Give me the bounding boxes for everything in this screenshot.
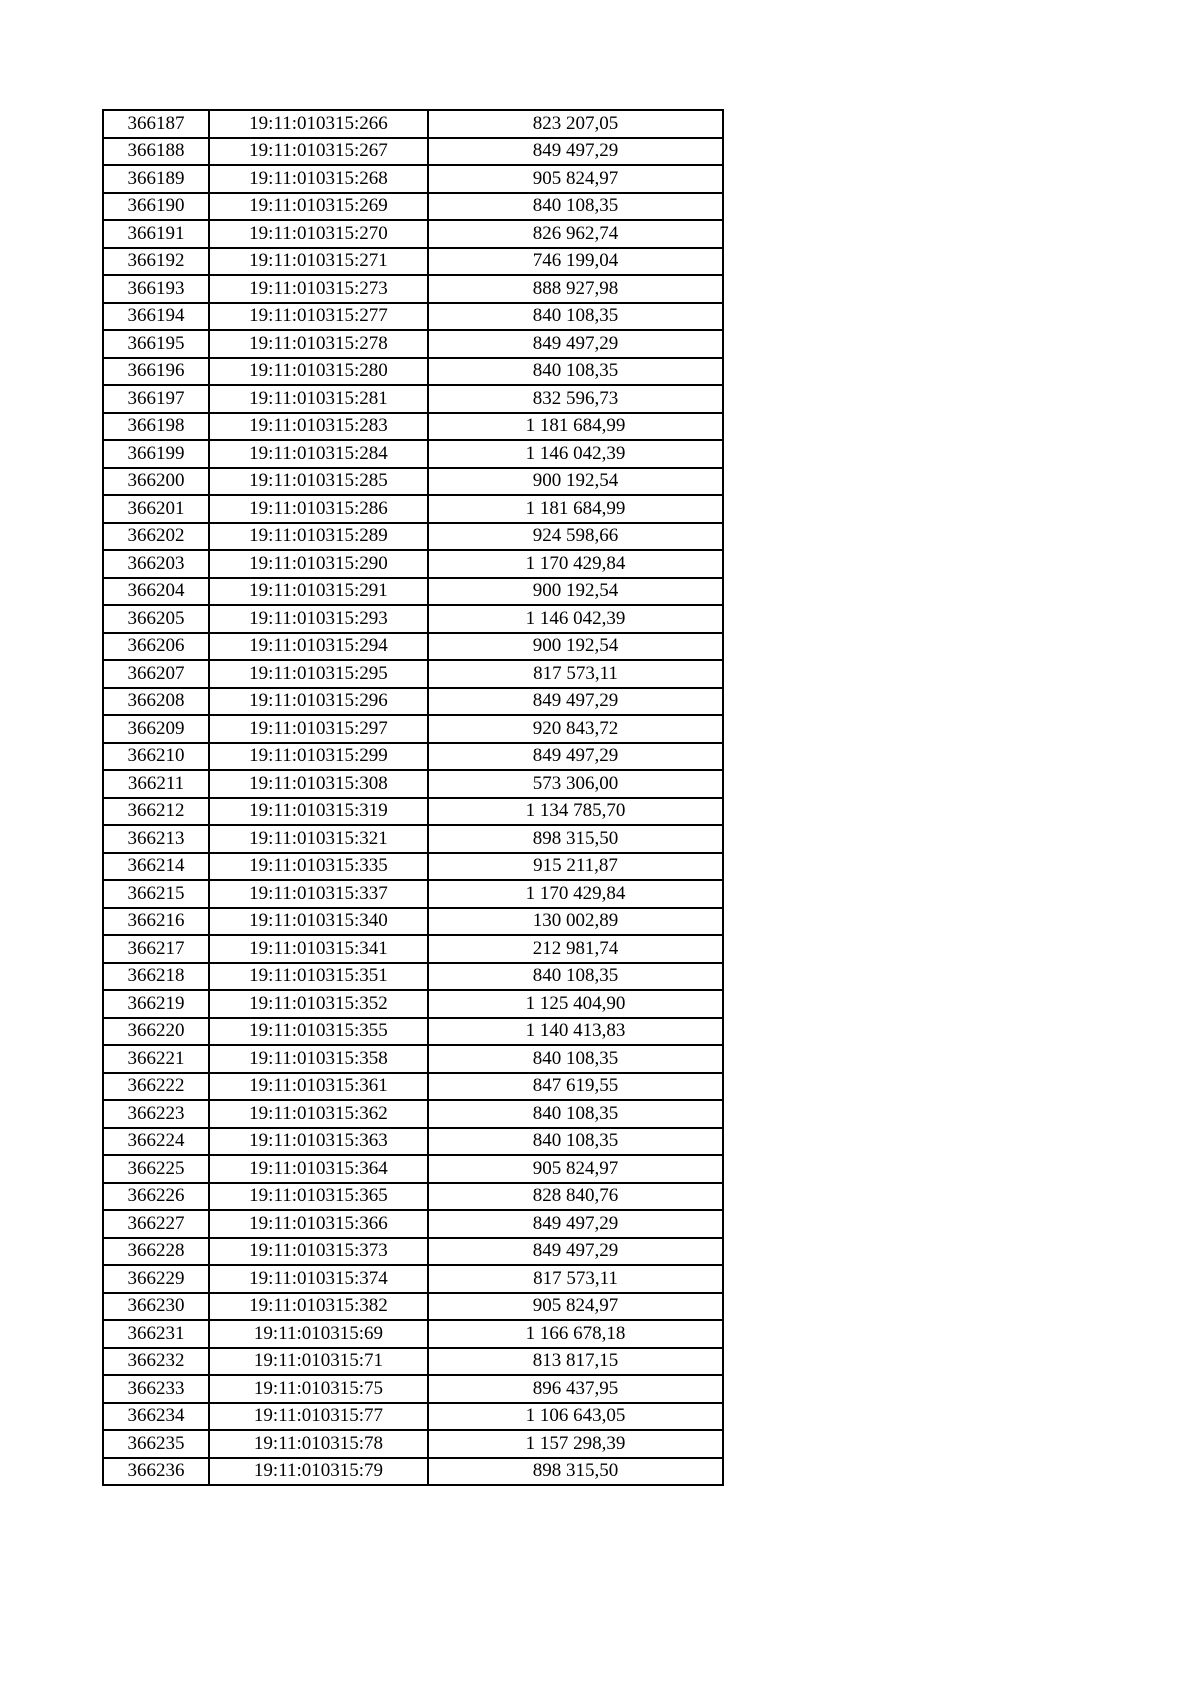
table-row <box>103 1128 723 1156</box>
cadastral-value-cell: 849 497,29 <box>428 1238 723 1266</box>
cadastral-number-cell: 19:11:010315:269 <box>209 193 428 221</box>
cadastral-value-cell: 905 824,97 <box>428 1155 723 1183</box>
cadastral-number-cell: 19:11:010315:362 <box>209 1100 428 1128</box>
cadastral-value-cell: 905 824,97 <box>428 1293 723 1321</box>
row-number-cell: 366209 <box>103 715 209 743</box>
table-row <box>103 165 723 193</box>
table-row <box>103 1073 723 1101</box>
cadastral-value-table <box>102 109 724 1486</box>
cadastral-value-cell: 1 181 684,99 <box>428 495 723 523</box>
row-number-cell: 366188 <box>103 138 209 166</box>
cadastral-number-cell: 19:11:010315:278 <box>209 330 428 358</box>
cadastral-value-cell: 828 840,76 <box>428 1183 723 1211</box>
cadastral-value-cell: 1 170 429,84 <box>428 880 723 908</box>
cadastral-value-cell: 847 619,55 <box>428 1073 723 1101</box>
row-number-cell: 366233 <box>103 1375 209 1403</box>
row-number-cell: 366189 <box>103 165 209 193</box>
table-row <box>103 1265 723 1293</box>
row-number-cell: 366235 <box>103 1430 209 1458</box>
table-row <box>103 1430 723 1458</box>
table-row <box>103 303 723 331</box>
cadastral-value-cell: 849 497,29 <box>428 743 723 771</box>
table-row <box>103 1348 723 1376</box>
row-number-cell: 366204 <box>103 578 209 606</box>
cadastral-number-cell: 19:11:010315:291 <box>209 578 428 606</box>
cadastral-value-cell: 813 817,15 <box>428 1348 723 1376</box>
cadastral-number-cell: 19:11:010315:355 <box>209 1018 428 1046</box>
cadastral-number-cell: 19:11:010315:277 <box>209 303 428 331</box>
row-number-cell: 366215 <box>103 880 209 908</box>
cadastral-value-cell: 840 108,35 <box>428 358 723 386</box>
table-row <box>103 413 723 441</box>
cadastral-value-cell: 817 573,11 <box>428 660 723 688</box>
cadastral-value-cell: 888 927,98 <box>428 275 723 303</box>
row-number-cell: 366201 <box>103 495 209 523</box>
cadastral-value-cell: 1 125 404,90 <box>428 990 723 1018</box>
cadastral-number-cell: 19:11:010315:268 <box>209 165 428 193</box>
cadastral-number-cell: 19:11:010315:358 <box>209 1045 428 1073</box>
cadastral-number-cell: 19:11:010315:71 <box>209 1348 428 1376</box>
row-number-cell: 366224 <box>103 1128 209 1156</box>
cadastral-number-cell: 19:11:010315:281 <box>209 385 428 413</box>
cadastral-value-cell: 1 140 413,83 <box>428 1018 723 1046</box>
row-number-cell: 366203 <box>103 550 209 578</box>
cadastral-value-cell: 832 596,73 <box>428 385 723 413</box>
cadastral-number-cell: 19:11:010315:363 <box>209 1128 428 1156</box>
table-row <box>103 1458 723 1486</box>
table-row <box>103 1293 723 1321</box>
table-row <box>103 825 723 853</box>
row-number-cell: 366196 <box>103 358 209 386</box>
table-row <box>103 1183 723 1211</box>
document-page <box>102 109 722 1486</box>
row-number-cell: 366210 <box>103 743 209 771</box>
table-body <box>103 110 723 1485</box>
cadastral-number-cell: 19:11:010315:285 <box>209 468 428 496</box>
cadastral-number-cell: 19:11:010315:361 <box>209 1073 428 1101</box>
cadastral-number-cell: 19:11:010315:273 <box>209 275 428 303</box>
cadastral-value-cell: 849 497,29 <box>428 138 723 166</box>
row-number-cell: 366227 <box>103 1210 209 1238</box>
cadastral-number-cell: 19:11:010315:271 <box>209 248 428 276</box>
table-row <box>103 275 723 303</box>
cadastral-value-cell: 905 824,97 <box>428 165 723 193</box>
table-row <box>103 633 723 661</box>
table-row <box>103 1238 723 1266</box>
cadastral-number-cell: 19:11:010315:266 <box>209 110 428 138</box>
cadastral-value-cell: 826 962,74 <box>428 220 723 248</box>
table-row <box>103 468 723 496</box>
table-row <box>103 193 723 221</box>
row-number-cell: 366191 <box>103 220 209 248</box>
table-row <box>103 248 723 276</box>
cadastral-number-cell: 19:11:010315:337 <box>209 880 428 908</box>
table-row <box>103 1045 723 1073</box>
table-row <box>103 495 723 523</box>
cadastral-value-cell: 130 002,89 <box>428 908 723 936</box>
cadastral-number-cell: 19:11:010315:289 <box>209 523 428 551</box>
cadastral-value-cell: 212 981,74 <box>428 935 723 963</box>
cadastral-value-cell: 920 843,72 <box>428 715 723 743</box>
table-row <box>103 935 723 963</box>
row-number-cell: 366197 <box>103 385 209 413</box>
cadastral-number-cell: 19:11:010315:365 <box>209 1183 428 1211</box>
table-row <box>103 908 723 936</box>
cadastral-number-cell: 19:11:010315:270 <box>209 220 428 248</box>
row-number-cell: 366212 <box>103 798 209 826</box>
row-number-cell: 366208 <box>103 688 209 716</box>
cadastral-number-cell: 19:11:010315:294 <box>209 633 428 661</box>
cadastral-value-cell: 915 211,87 <box>428 853 723 881</box>
table-row <box>103 1100 723 1128</box>
cadastral-value-cell: 817 573,11 <box>428 1265 723 1293</box>
cadastral-value-cell: 849 497,29 <box>428 330 723 358</box>
row-number-cell: 366220 <box>103 1018 209 1046</box>
cadastral-number-cell: 19:11:010315:267 <box>209 138 428 166</box>
cadastral-value-cell: 1 166 678,18 <box>428 1320 723 1348</box>
table-row <box>103 1210 723 1238</box>
cadastral-value-cell: 840 108,35 <box>428 1128 723 1156</box>
row-number-cell: 366192 <box>103 248 209 276</box>
cadastral-number-cell: 19:11:010315:335 <box>209 853 428 881</box>
table-row <box>103 715 723 743</box>
cadastral-number-cell: 19:11:010315:290 <box>209 550 428 578</box>
row-number-cell: 366199 <box>103 440 209 468</box>
table-row <box>103 330 723 358</box>
cadastral-value-cell: 1 157 298,39 <box>428 1430 723 1458</box>
row-number-cell: 366226 <box>103 1183 209 1211</box>
cadastral-value-cell: 840 108,35 <box>428 963 723 991</box>
cadastral-number-cell: 19:11:010315:366 <box>209 1210 428 1238</box>
row-number-cell: 366214 <box>103 853 209 881</box>
table-row <box>103 743 723 771</box>
cadastral-number-cell: 19:11:010315:321 <box>209 825 428 853</box>
cadastral-value-cell: 896 437,95 <box>428 1375 723 1403</box>
cadastral-value-cell: 924 598,66 <box>428 523 723 551</box>
table-row <box>103 1155 723 1183</box>
cadastral-value-cell: 573 306,00 <box>428 770 723 798</box>
table-row <box>103 1320 723 1348</box>
cadastral-value-cell: 849 497,29 <box>428 1210 723 1238</box>
row-number-cell: 366198 <box>103 413 209 441</box>
table-row <box>103 963 723 991</box>
cadastral-value-cell: 900 192,54 <box>428 633 723 661</box>
row-number-cell: 366195 <box>103 330 209 358</box>
cadastral-number-cell: 19:11:010315:319 <box>209 798 428 826</box>
cadastral-number-cell: 19:11:010315:293 <box>209 605 428 633</box>
row-number-cell: 366202 <box>103 523 209 551</box>
row-number-cell: 366194 <box>103 303 209 331</box>
row-number-cell: 366231 <box>103 1320 209 1348</box>
cadastral-number-cell: 19:11:010315:280 <box>209 358 428 386</box>
table-row <box>103 880 723 908</box>
table-row <box>103 1403 723 1431</box>
cadastral-number-cell: 19:11:010315:374 <box>209 1265 428 1293</box>
cadastral-value-cell: 1 170 429,84 <box>428 550 723 578</box>
cadastral-value-cell: 840 108,35 <box>428 303 723 331</box>
table-row <box>103 990 723 1018</box>
row-number-cell: 366222 <box>103 1073 209 1101</box>
cadastral-value-cell: 746 199,04 <box>428 248 723 276</box>
cadastral-number-cell: 19:11:010315:283 <box>209 413 428 441</box>
table-row <box>103 578 723 606</box>
cadastral-number-cell: 19:11:010315:284 <box>209 440 428 468</box>
table-row <box>103 220 723 248</box>
row-number-cell: 366193 <box>103 275 209 303</box>
table-row <box>103 550 723 578</box>
table-row <box>103 605 723 633</box>
cadastral-value-cell: 1 146 042,39 <box>428 440 723 468</box>
row-number-cell: 366217 <box>103 935 209 963</box>
row-number-cell: 366213 <box>103 825 209 853</box>
cadastral-value-cell: 840 108,35 <box>428 193 723 221</box>
table-row <box>103 1018 723 1046</box>
table-row <box>103 770 723 798</box>
row-number-cell: 366232 <box>103 1348 209 1376</box>
row-number-cell: 366230 <box>103 1293 209 1321</box>
cadastral-value-cell: 840 108,35 <box>428 1045 723 1073</box>
cadastral-value-cell: 1 134 785,70 <box>428 798 723 826</box>
row-number-cell: 366216 <box>103 908 209 936</box>
row-number-cell: 366219 <box>103 990 209 1018</box>
cadastral-value-cell: 898 315,50 <box>428 825 723 853</box>
cadastral-number-cell: 19:11:010315:352 <box>209 990 428 1018</box>
row-number-cell: 366200 <box>103 468 209 496</box>
table-row <box>103 660 723 688</box>
table-row <box>103 358 723 386</box>
cadastral-number-cell: 19:11:010315:299 <box>209 743 428 771</box>
cadastral-value-cell: 900 192,54 <box>428 468 723 496</box>
cadastral-value-cell: 840 108,35 <box>428 1100 723 1128</box>
cadastral-number-cell: 19:11:010315:340 <box>209 908 428 936</box>
cadastral-number-cell: 19:11:010315:75 <box>209 1375 428 1403</box>
cadastral-value-cell: 1 146 042,39 <box>428 605 723 633</box>
cadastral-value-cell: 823 207,05 <box>428 110 723 138</box>
table-row <box>103 138 723 166</box>
cadastral-value-cell: 849 497,29 <box>428 688 723 716</box>
row-number-cell: 366223 <box>103 1100 209 1128</box>
cadastral-number-cell: 19:11:010315:382 <box>209 1293 428 1321</box>
cadastral-number-cell: 19:11:010315:79 <box>209 1458 428 1486</box>
row-number-cell: 366225 <box>103 1155 209 1183</box>
cadastral-value-cell: 898 315,50 <box>428 1458 723 1486</box>
row-number-cell: 366236 <box>103 1458 209 1486</box>
row-number-cell: 366190 <box>103 193 209 221</box>
cadastral-number-cell: 19:11:010315:308 <box>209 770 428 798</box>
row-number-cell: 366207 <box>103 660 209 688</box>
cadastral-value-cell: 900 192,54 <box>428 578 723 606</box>
table-row <box>103 385 723 413</box>
cadastral-number-cell: 19:11:010315:341 <box>209 935 428 963</box>
cadastral-number-cell: 19:11:010315:295 <box>209 660 428 688</box>
cadastral-number-cell: 19:11:010315:296 <box>209 688 428 716</box>
table-row <box>103 523 723 551</box>
cadastral-number-cell: 19:11:010315:373 <box>209 1238 428 1266</box>
row-number-cell: 366187 <box>103 110 209 138</box>
row-number-cell: 366211 <box>103 770 209 798</box>
row-number-cell: 366229 <box>103 1265 209 1293</box>
row-number-cell: 366228 <box>103 1238 209 1266</box>
cadastral-number-cell: 19:11:010315:364 <box>209 1155 428 1183</box>
row-number-cell: 366221 <box>103 1045 209 1073</box>
row-number-cell: 366218 <box>103 963 209 991</box>
row-number-cell: 366234 <box>103 1403 209 1431</box>
table-row <box>103 853 723 881</box>
cadastral-number-cell: 19:11:010315:297 <box>209 715 428 743</box>
table-row <box>103 798 723 826</box>
table-row <box>103 110 723 138</box>
cadastral-number-cell: 19:11:010315:78 <box>209 1430 428 1458</box>
cadastral-number-cell: 19:11:010315:77 <box>209 1403 428 1431</box>
cadastral-value-cell: 1 106 643,05 <box>428 1403 723 1431</box>
cadastral-number-cell: 19:11:010315:351 <box>209 963 428 991</box>
table-row <box>103 440 723 468</box>
table-row <box>103 1375 723 1403</box>
row-number-cell: 366206 <box>103 633 209 661</box>
cadastral-number-cell: 19:11:010315:69 <box>209 1320 428 1348</box>
row-number-cell: 366205 <box>103 605 209 633</box>
table-row <box>103 688 723 716</box>
cadastral-number-cell: 19:11:010315:286 <box>209 495 428 523</box>
cadastral-value-cell: 1 181 684,99 <box>428 413 723 441</box>
